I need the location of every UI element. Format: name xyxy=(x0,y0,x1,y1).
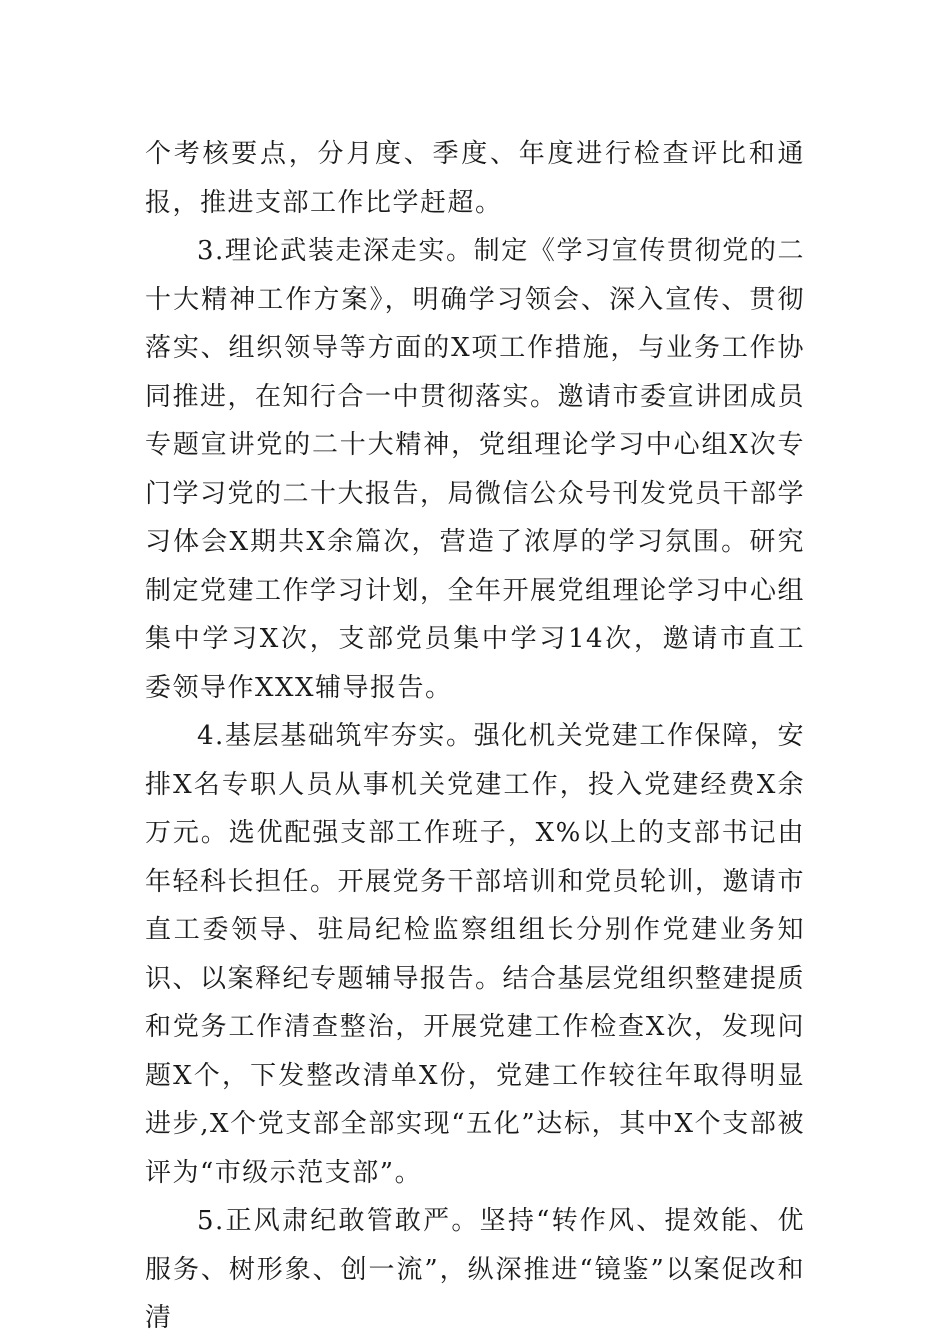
paragraph-3-theory-study: 3.理论武装走深走实。制定《学习宣传贯彻党的二十大精神工作方案》，明确学习领会、深入宣传、贯彻落实、组织领导等方面的X项工作措施，与业务工作协同推进，在知行合一中贯彻落实。邀请市委宣讲团成员专题宣讲党的二十大精神，党组理论学习中心组X次专门学习党的二十大报告，局微信公众号刊发党员干部学习体会X期共X余篇次，营造了浓厚的学习氛围。研究制定党建工作学习计划，全年开展党组理论学习中心组集中学习X次，支部党员集中学习14次，邀请市直工委领导作XXX辅导报告。 xyxy=(145,236,806,703)
paragraph-continuation: 个考核要点，分月度、季度、年度进行检查评比和通报，推进支部工作比学赶超。 xyxy=(145,139,805,218)
document-body xyxy=(145,130,805,1343)
paragraph-5-discipline: 5.正风肃纪敢管敢严。坚持“转作风、提效能、优服务、树形象、创一流”，纵深推进“镜鉴”以案促改和清 xyxy=(145,1206,805,1333)
paragraph-4-grassroots-foundation: 4.基层基础筑牢夯实。强化机关党建工作保障，安排X名专职人员从事机关党建工作，投入党建经费X余万元。选优配强支部工作班子，X%以上的支部书记由年轻科长担任。开展党务干部培训和党员轮训，邀请市直工委领导、驻局纪检监察组组长分别作党建业务知识、以案释纪专题辅导报告。结合基层党组织整建提质和党务工作清查整治，开展党建工作检查X次，发现问题X个，下发整改清单X份，党建工作较往年取得明显进步,X个党支部全部实现“五化”达标，其中X个支部被评为“市级示范支部”。 xyxy=(145,721,806,1188)
